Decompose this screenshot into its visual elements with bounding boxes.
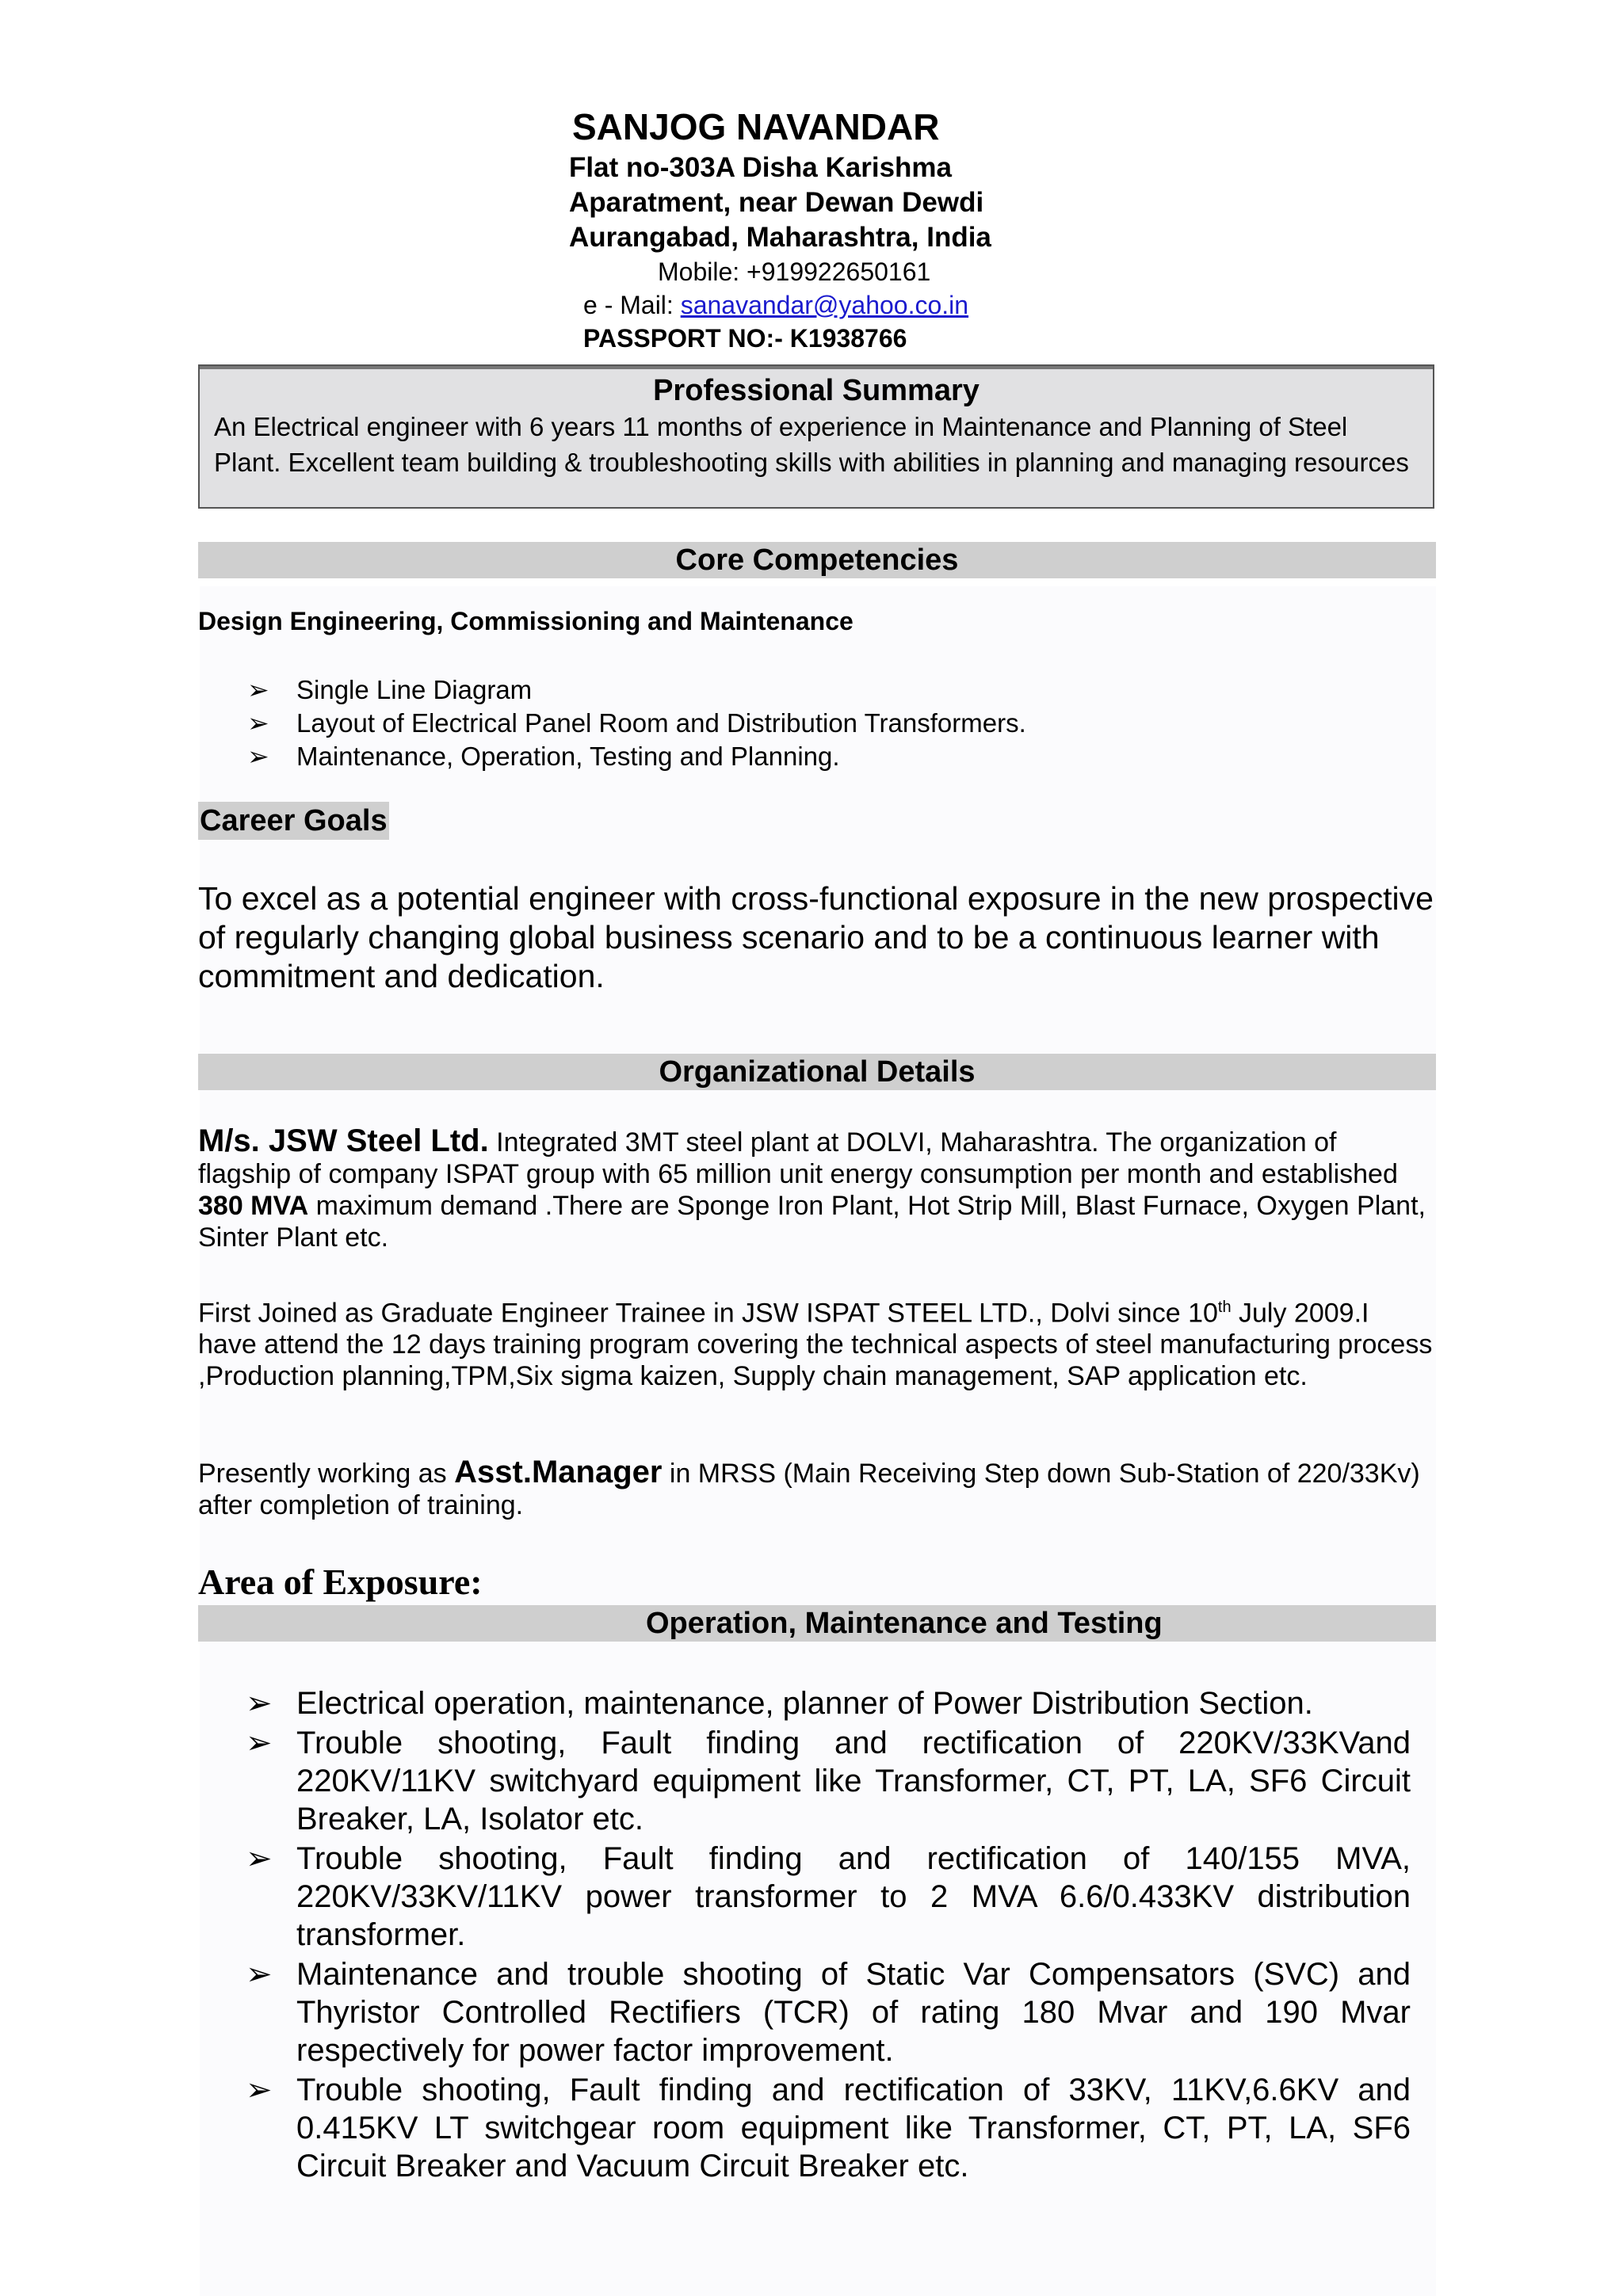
core-competencies-title: Core Competencies	[198, 542, 1436, 578]
professional-summary-box	[198, 364, 1434, 509]
list-item: ➢ Trouble shooting, Fault finding and rectification of 33KV, 11KV,6.6KV and 0.415KV LT switchgear room equipment like Transformer, CT, PT, LA, SF6 Circuit Breaker and Vacuum Circuit Breaker etc.	[246, 2073, 1411, 2183]
core-competencies-list	[247, 673, 1357, 773]
email-label: e - Mail:	[583, 291, 681, 319]
email-link[interactable]: sanavandar@yahoo.co.in	[680, 291, 969, 319]
list-item: ➢ Trouble shooting, Fault finding and rectification of 140/155 MVA, 220KV/33KV/11KV power transformer to 2 MVA 6.6/0.433KV distribution transformer.	[246, 1841, 1411, 1952]
company-description: M/s. JSW Steel Ltd. Integrated 3MT steel plant at DOLVI, Maharashtra. The organization of flagship of company ISPAT group with 65 million unit energy consumption per month and established 380 MVA maximum demand .There are Sponge Iron Plant, Hot Strip Mill, Blast Furnace, Oxygen Plant, Sinter Plant etc.	[198, 1123, 1426, 1253]
passport-number: PASSPORT NO:- K1938766	[583, 324, 907, 353]
core-competencies-subtitle: Design Engineering, Commissioning and Maintenance	[198, 607, 854, 635]
list-item: ➢ Maintenance, Operation, Testing and Planning.	[247, 740, 1357, 773]
bullet-arrow-icon: ➢	[247, 675, 269, 704]
joining-details: First Joined as Graduate Engineer Trainee in JSW ISPAT STEEL LTD., Dolvi since 10th July 2009.I have attend the 12 days training program covering the technical aspects of steel manufacturing process ,Production planning,TPM,Six sigma kaizen, Supply chain management, SAP application etc.	[198, 1298, 1433, 1392]
bullet-arrow-icon: ➢	[247, 708, 269, 738]
email-line	[583, 288, 1117, 322]
company-name: M/s. JSW Steel Ltd.	[198, 1123, 489, 1158]
career-goals-title: Career Goals	[198, 802, 389, 840]
bullet-arrow-icon: ➢	[246, 1841, 273, 1876]
address-line: Flat no-303A Disha Karishma	[569, 152, 953, 183]
career-goals-text: To excel as a potential engineer with cross-functional exposure in the new prospective of regularly changing global business scenario and to be a continuous learner with commitment and dedication.	[198, 880, 1434, 994]
list-item: ➢ Electrical operation, maintenance, planner of Power Distribution Section.	[246, 1686, 1313, 1721]
list-item: ➢ Trouble shooting, Fault finding and rectification of 220KV/33KVand 220KV/11KV switchyard equipment like Transformer, CT, PT, LA, SF6 Circuit Breaker, LA, Isolator etc.	[246, 1726, 1411, 1836]
organizational-details-title: Organizational Details	[198, 1054, 1436, 1090]
address-line: Aparatment, near Dewan Dewdi	[569, 187, 984, 218]
professional-summary-text: An Electrical engineer with 6 years 11 months of experience in Maintenance and Planning of Steel Plant. Excellent team building & troubleshooting skills with abilities in planning and managing resources	[214, 412, 1409, 477]
list-item: ➢ Single Line Diagram	[247, 673, 1357, 707]
bullet-arrow-icon: ➢	[246, 1957, 273, 1992]
candidate-name: SANJOG NAVANDAR	[572, 106, 940, 147]
address-line: Aurangabad, Maharashtra, India	[569, 222, 991, 253]
area-of-exposure-title: Area of Exposure:	[198, 1562, 483, 1602]
bullet-arrow-icon: ➢	[246, 1726, 273, 1760]
list-item: ➢ Layout of Electrical Panel Room and Distribution Transformers.	[247, 707, 1357, 740]
list-item: ➢ Maintenance and trouble shooting of Static Var Compensators (SVC) and Thyristor Controlled Rectifiers (TCR) of rating 180 Mvar and 190 Mvar respectively for power factor improvement.	[246, 1957, 1411, 2068]
mobile-number: Mobile: +919922650161	[658, 257, 931, 286]
area-of-exposure-list	[246, 1684, 1411, 2187]
professional-summary-title: Professional Summary	[653, 374, 980, 407]
area-of-exposure-subtitle: Operation, Maintenance and Testing	[198, 1605, 1436, 1642]
resume-header	[563, 103, 1117, 355]
bullet-arrow-icon: ➢	[246, 1686, 273, 1721]
summary-top-border	[200, 366, 1433, 369]
bullet-arrow-icon: ➢	[246, 2073, 273, 2107]
bullet-arrow-icon: ➢	[247, 742, 269, 771]
current-position: Presently working as Asst.Manager in MRSS (Main Receiving Step down Sub-Station of 220/33Kv) after completion of training.	[198, 1455, 1420, 1520]
